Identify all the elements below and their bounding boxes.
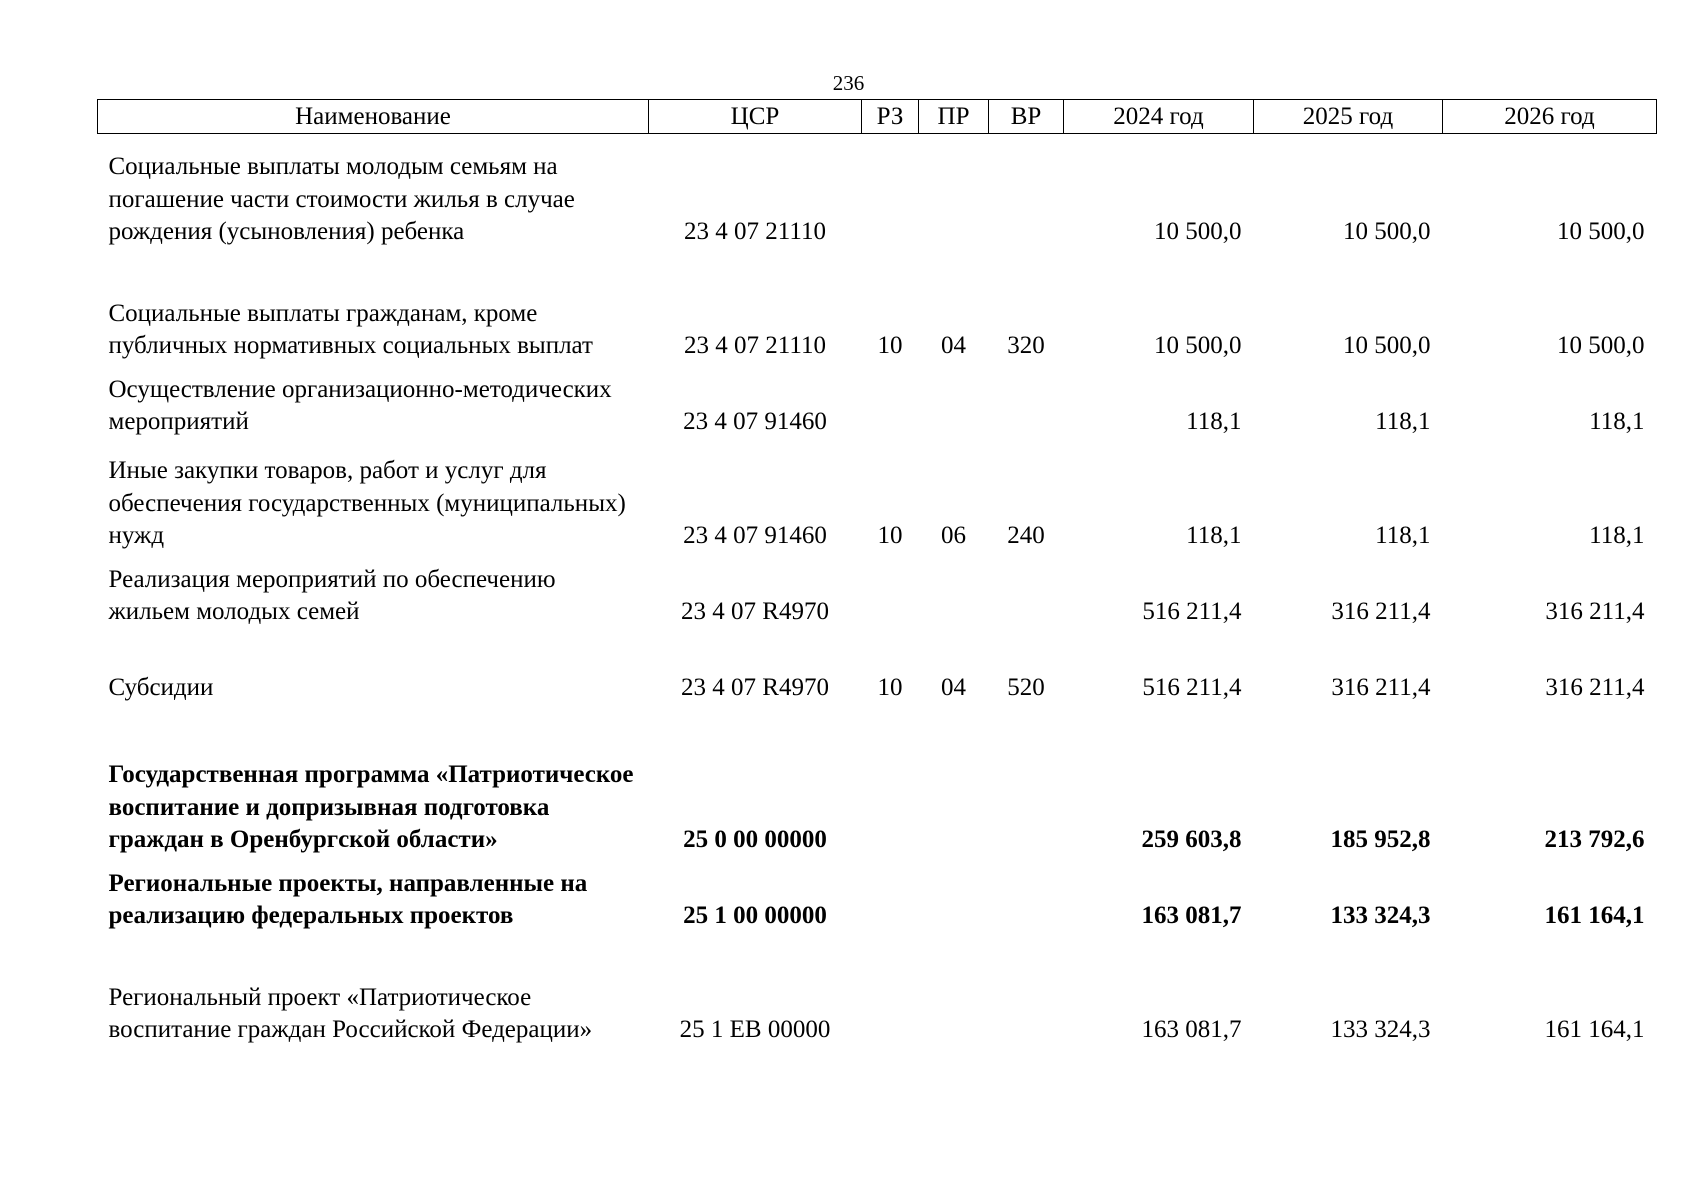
row-pr: 04 — [941, 332, 966, 359]
row-csr: 23 4 07 R4970 — [681, 598, 829, 625]
row-csr: 25 0 00 00000 — [683, 826, 827, 853]
row-vr: 520 — [1007, 674, 1045, 701]
row-2025: 133 324,3 — [1330, 902, 1431, 929]
row-csr: 23 4 07 21110 — [684, 332, 826, 359]
row-2024: 10 500,0 — [1154, 218, 1242, 245]
row-vr — [989, 933, 1064, 1047]
header-2026: 2026 год — [1443, 100, 1657, 134]
header-2024: 2024 год — [1064, 100, 1254, 134]
row-vr — [989, 705, 1064, 857]
row-2024: 118,1 — [1186, 408, 1242, 435]
row-pr: 04 — [941, 674, 966, 701]
row-rz: 10 — [877, 674, 903, 701]
row-2026: 161 164,1 — [1544, 902, 1645, 929]
row-vr: 240 — [1007, 522, 1045, 549]
row-2026: 10 500,0 — [1557, 332, 1645, 359]
row-csr: 23 4 07 21110 — [684, 218, 826, 245]
row-name: Социальные выплаты гражданам, кроме публичных нормативных социальных выплат — [108, 299, 593, 359]
row-vr — [989, 857, 1064, 933]
row-2024: 516 211,4 — [1142, 674, 1242, 701]
table-header-row — [98, 100, 1657, 134]
row-name: Субсидии — [108, 674, 214, 701]
row-csr: 25 1 00 00000 — [683, 902, 827, 929]
row-csr: 23 4 07 91460 — [683, 522, 827, 549]
table-row — [98, 439, 1657, 553]
row-rz: 10 — [877, 332, 903, 359]
row-name: Осуществление организационно-методических мероприятий — [108, 375, 612, 435]
row-csr: 23 4 07 R4970 — [681, 674, 829, 701]
row-pr — [919, 933, 989, 1047]
row-name: Государственная программа «Патриотическое воспитание и допризывная подготовка граждан в Оренбургской области» — [108, 761, 634, 853]
row-pr — [919, 363, 989, 439]
row-name: Иные закупки товаров, работ и услуг для обеспечения государственных (муниципальных) нужд — [108, 457, 626, 549]
table-row — [98, 629, 1657, 705]
row-rz — [862, 134, 919, 249]
row-rz — [862, 553, 919, 629]
row-2025: 10 500,0 — [1343, 332, 1431, 359]
row-csr: 23 4 07 91460 — [683, 408, 827, 435]
row-2024: 118,1 — [1186, 522, 1242, 549]
row-csr: 25 1 EB 00000 — [679, 1016, 831, 1043]
table-row — [98, 553, 1657, 629]
row-pr — [919, 857, 989, 933]
header-csr: ЦСР — [649, 100, 862, 134]
table-row — [98, 705, 1657, 857]
row-2026: 213 792,6 — [1544, 826, 1645, 853]
row-vr — [989, 553, 1064, 629]
table-row — [98, 933, 1657, 1047]
row-2025: 10 500,0 — [1343, 218, 1431, 245]
row-name: Региональные проекты, направленные на реализацию федеральных проектов — [108, 869, 588, 929]
header-rz: РЗ — [862, 100, 919, 134]
header-name: Наименование — [98, 100, 649, 134]
row-2024: 163 081,7 — [1141, 902, 1242, 929]
row-2025: 118,1 — [1375, 408, 1431, 435]
row-name: Социальные выплаты молодым семьям на погашение части стоимости жилья в случае рождения (усыновления) ребенка — [108, 153, 575, 245]
row-rz — [862, 857, 919, 933]
row-vr: 320 — [1007, 332, 1045, 359]
row-rz: 10 — [877, 522, 903, 549]
table-row — [98, 249, 1657, 363]
row-2024: 259 603,8 — [1141, 826, 1242, 853]
row-2024: 10 500,0 — [1154, 332, 1242, 359]
table-row — [98, 857, 1657, 933]
row-vr — [989, 134, 1064, 249]
row-2025: 316 211,4 — [1331, 674, 1431, 701]
row-vr — [989, 363, 1064, 439]
row-2025: 133 324,3 — [1330, 1016, 1431, 1043]
row-2024: 163 081,7 — [1141, 1016, 1242, 1043]
row-2025: 185 952,8 — [1330, 826, 1431, 853]
row-name: Региональный проект «Патриотическое воспитание граждан Российской Федерации» — [108, 983, 593, 1043]
row-name: Реализация мероприятий по обеспечению жильем молодых семей — [108, 565, 556, 625]
table-row — [98, 134, 1657, 249]
row-rz — [862, 705, 919, 857]
header-pr: ПР — [919, 100, 989, 134]
row-2026: 118,1 — [1589, 408, 1645, 435]
page-number: 236 — [832, 71, 865, 95]
row-2025: 118,1 — [1375, 522, 1431, 549]
row-2025: 316 211,4 — [1331, 598, 1431, 625]
row-2026: 316 211,4 — [1545, 598, 1645, 625]
row-rz — [862, 933, 919, 1047]
table-row — [98, 363, 1657, 439]
row-2026: 10 500,0 — [1557, 218, 1645, 245]
header-vr: ВР — [989, 100, 1064, 134]
row-rz — [862, 363, 919, 439]
budget-table — [97, 99, 1657, 1047]
row-pr — [919, 553, 989, 629]
row-2026: 316 211,4 — [1545, 674, 1645, 701]
row-pr: 06 — [941, 522, 966, 549]
header-2025: 2025 год — [1254, 100, 1443, 134]
row-2026: 118,1 — [1589, 522, 1645, 549]
row-pr — [919, 705, 989, 857]
row-pr — [919, 134, 989, 249]
row-2024: 516 211,4 — [1142, 598, 1242, 625]
row-2026: 161 164,1 — [1544, 1016, 1645, 1043]
